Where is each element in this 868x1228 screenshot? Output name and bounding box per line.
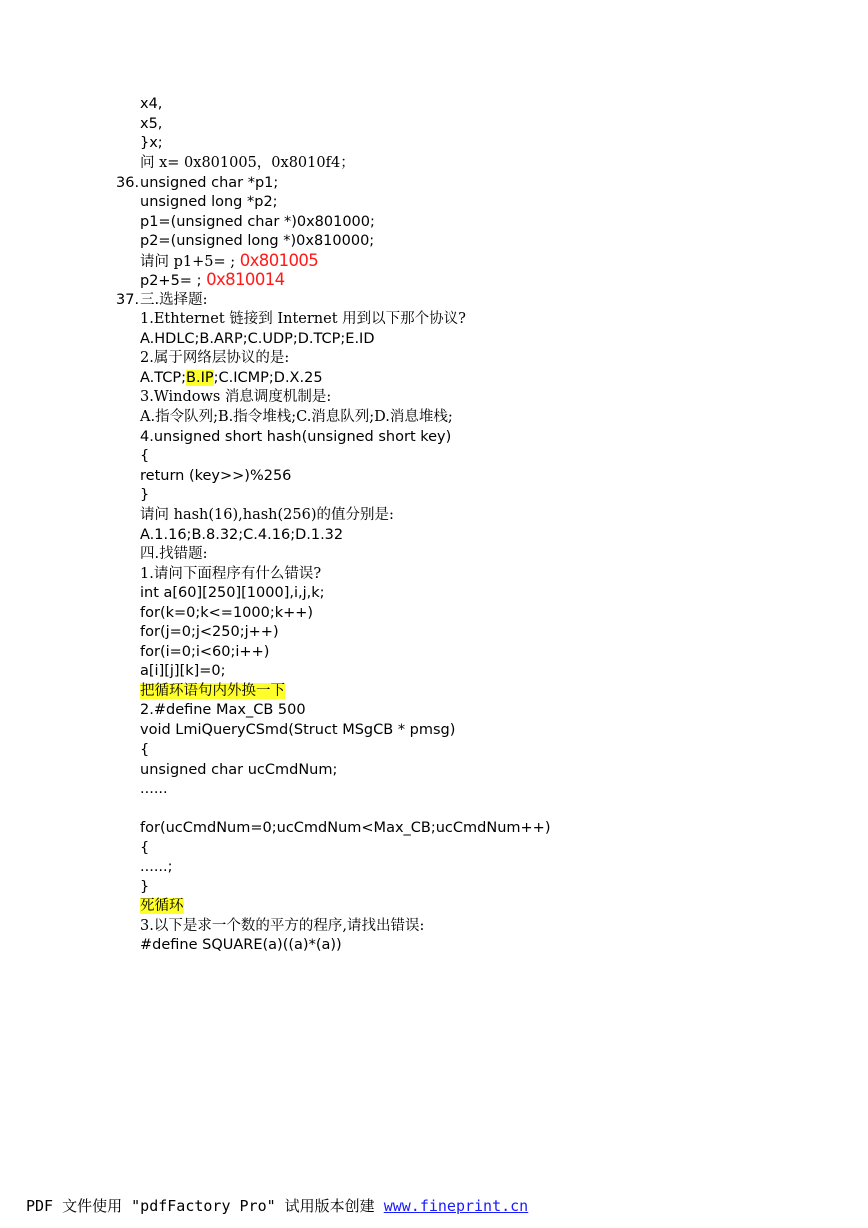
text-line [140, 291, 208, 309]
text-line [140, 701, 306, 719]
text-line [140, 839, 149, 857]
line-text: unsigned char ucCmdNum; [140, 762, 338, 778]
line-text: 1.Ethternet 链接到 Internet 用到以下那个协议? [140, 311, 466, 327]
text-line [140, 682, 285, 700]
line-text: A.TCP; [140, 370, 187, 386]
line-text: x4, [140, 96, 163, 112]
text-line [140, 330, 375, 348]
line-text: }x; [140, 135, 163, 151]
line-text: A.指令队列;B.指令堆栈;C.消息队列;D.消息堆栈; [140, 409, 453, 425]
line-text: 2.属于网络层协议的是: [140, 350, 290, 366]
text-line [140, 213, 375, 231]
highlighted-answer: 死循环 [140, 898, 184, 914]
line-text: 请问 p1+5= ; [140, 254, 236, 270]
line-text: for(j=0;j<250;j++) [140, 624, 279, 640]
item-number: 37. [116, 292, 140, 308]
text-line [140, 115, 162, 133]
line-text: ...... [140, 781, 168, 797]
line-text: x5, [140, 116, 163, 132]
line-text: 四.找错题: [140, 546, 208, 562]
line-text: 2.#define Max_CB 500 [140, 702, 306, 718]
text-line [140, 349, 289, 367]
text-line [140, 897, 184, 915]
line-text: 1.请问下面程序有什么错误? [140, 566, 322, 582]
line-text: for(i=0;i<60;i++) [140, 644, 270, 660]
text-line [140, 565, 321, 583]
line-text: p2=(unsigned long *)0x810000; [140, 233, 375, 249]
line-text: 三.选择题: [140, 292, 208, 308]
line-text: for(k=0;k<=1000;k++) [140, 605, 314, 621]
handwritten-answer: 0x810014 [206, 270, 285, 289]
text-line [140, 95, 162, 113]
text-line [140, 643, 269, 661]
line-text: } [140, 879, 150, 895]
line-text: { [140, 742, 150, 758]
line-text: ;C.ICMP;D.X.25 [213, 370, 323, 386]
text-line [140, 388, 331, 406]
line-text: 3.以下是求一个数的平方的程序,请找出错误: [140, 918, 425, 934]
text-line [140, 486, 149, 504]
text-line [140, 780, 168, 798]
footer-link[interactable]: www.fineprint.cn [383, 1197, 529, 1215]
text-line [140, 878, 149, 896]
line-text: a[i][j][k]=0; [140, 663, 226, 679]
line-text: unsigned long *p2; [140, 194, 278, 210]
text-line [140, 936, 342, 954]
text-line [140, 584, 325, 602]
handwritten-answer: 0x801005 [239, 251, 319, 270]
line-text: unsigned char *p1; [140, 175, 279, 191]
line-text: p1=(unsigned char *)0x801000; [140, 214, 375, 230]
text-line [140, 662, 226, 680]
line-text: void LmiQueryCSmd(Struct MSgCB * pmsg) [140, 722, 456, 738]
highlighted-answer: B.IP [186, 370, 214, 386]
text-line [140, 428, 451, 446]
line-text: 3.Windows 消息调度机制是: [140, 389, 332, 405]
text-line [140, 174, 278, 192]
text-line [140, 193, 278, 211]
text-line [140, 271, 285, 290]
highlighted-answer: 把循环语句内外换一下 [140, 683, 285, 699]
text-line [140, 408, 453, 426]
text-line [140, 252, 318, 271]
line-text: ......; [140, 859, 173, 875]
text-line [140, 467, 291, 485]
text-line [140, 819, 550, 837]
line-text: { [140, 840, 150, 856]
text-line [140, 447, 149, 465]
text-line [140, 506, 394, 524]
text-line [140, 721, 455, 739]
text-line [140, 858, 173, 876]
text-line [140, 604, 313, 622]
line-text: 4.unsigned short hash(unsigned short key) [140, 429, 452, 445]
line-text: int a[60][250][1000],i,j,k; [140, 585, 325, 601]
text-line [140, 369, 323, 387]
line-text: #define SQUARE(a)((a)*(a)) [140, 937, 342, 953]
text-line [140, 134, 163, 152]
line-text: } [140, 487, 150, 503]
text-line [140, 545, 208, 563]
pdf-footer [26, 1195, 528, 1216]
text-line [140, 761, 337, 779]
line-text: A.HDLC;B.ARP;C.UDP;D.TCP;E.ID [140, 331, 375, 347]
text-line [140, 310, 466, 328]
text-line [140, 741, 149, 759]
line-text: return (key>>)%256 [140, 468, 292, 484]
text-line [140, 917, 424, 935]
line-text: p2+5= ; [140, 273, 202, 289]
footer-text: PDF 文件使用 "pdfFactory Pro" 试用版本创建 [26, 1197, 384, 1215]
text-line [140, 154, 355, 172]
text-line [140, 623, 279, 641]
text-line [140, 526, 343, 544]
item-number: 36. [116, 175, 140, 191]
line-text: for(ucCmdNum=0;ucCmdNum<Max_CB;ucCmdNum++) [140, 820, 551, 836]
line-text: 问 x= 0x801005，0x8010f4； [140, 155, 355, 171]
text-line [140, 232, 374, 250]
line-text: 请问 hash(16),hash(256)的值分别是: [140, 507, 394, 523]
line-text: A.1.16;B.8.32;C.4.16;D.1.32 [140, 527, 344, 543]
line-text: { [140, 448, 150, 464]
